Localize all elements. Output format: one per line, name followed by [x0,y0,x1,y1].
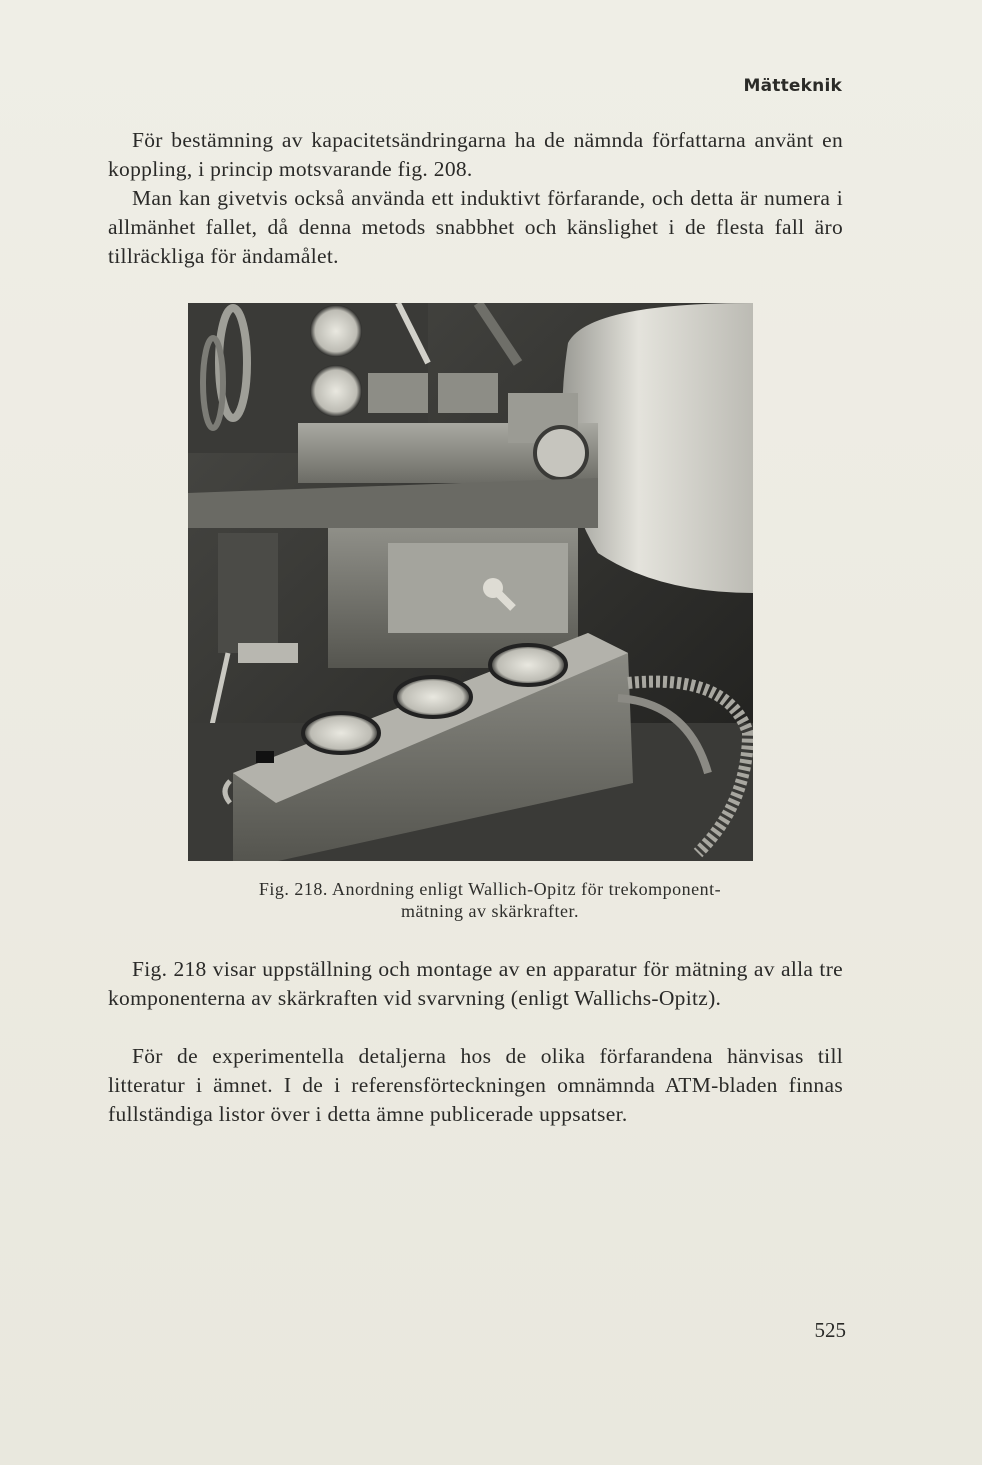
caption-line-2: mätning av skärkrafter. [401,901,579,921]
paragraph-4-text: För de experimentella detaljerna hos de olika förfarandena hänvisas till litteratur i ämnet. I de i referensförteckningen omnämnda ATM-bladen finnas fullständiga listor över i detta ämne publicerade uppsatser. [108,1044,843,1126]
machine-photo-illustration [188,303,753,861]
paragraph-2 [108,184,843,271]
paragraph-2-text: Man kan givetvis också använda ett induktivt förfarande, och detta är numera i allmänhet fallet, då denna metods snabbhet och känslighet i de flesta fall äro tillräckliga för ändamålet. [108,186,843,268]
paragraph-3-text: Fig. 218 visar uppställning och montage av en apparatur för mätning av alla tre komponenterna av skärkraften vid svarvning (enligt Wallichs-Opitz). [108,957,843,1010]
running-header: Mätteknik [743,76,842,96]
paragraph-3 [108,955,843,1013]
paragraph-1-text: För bestämning av kapacitetsändringarna ha de nämnda författarna använt en koppling, i princip motsvarande fig. 208. [108,128,843,181]
figure-photo [188,303,753,861]
paragraph-1 [108,126,843,184]
page-number: 525 [814,1318,846,1342]
figure-caption [150,878,830,922]
caption-line-1: Fig. 218. Anordning enligt Wallich-Opitz för trekomponent- [258,879,722,899]
paragraph-4 [108,1042,843,1129]
